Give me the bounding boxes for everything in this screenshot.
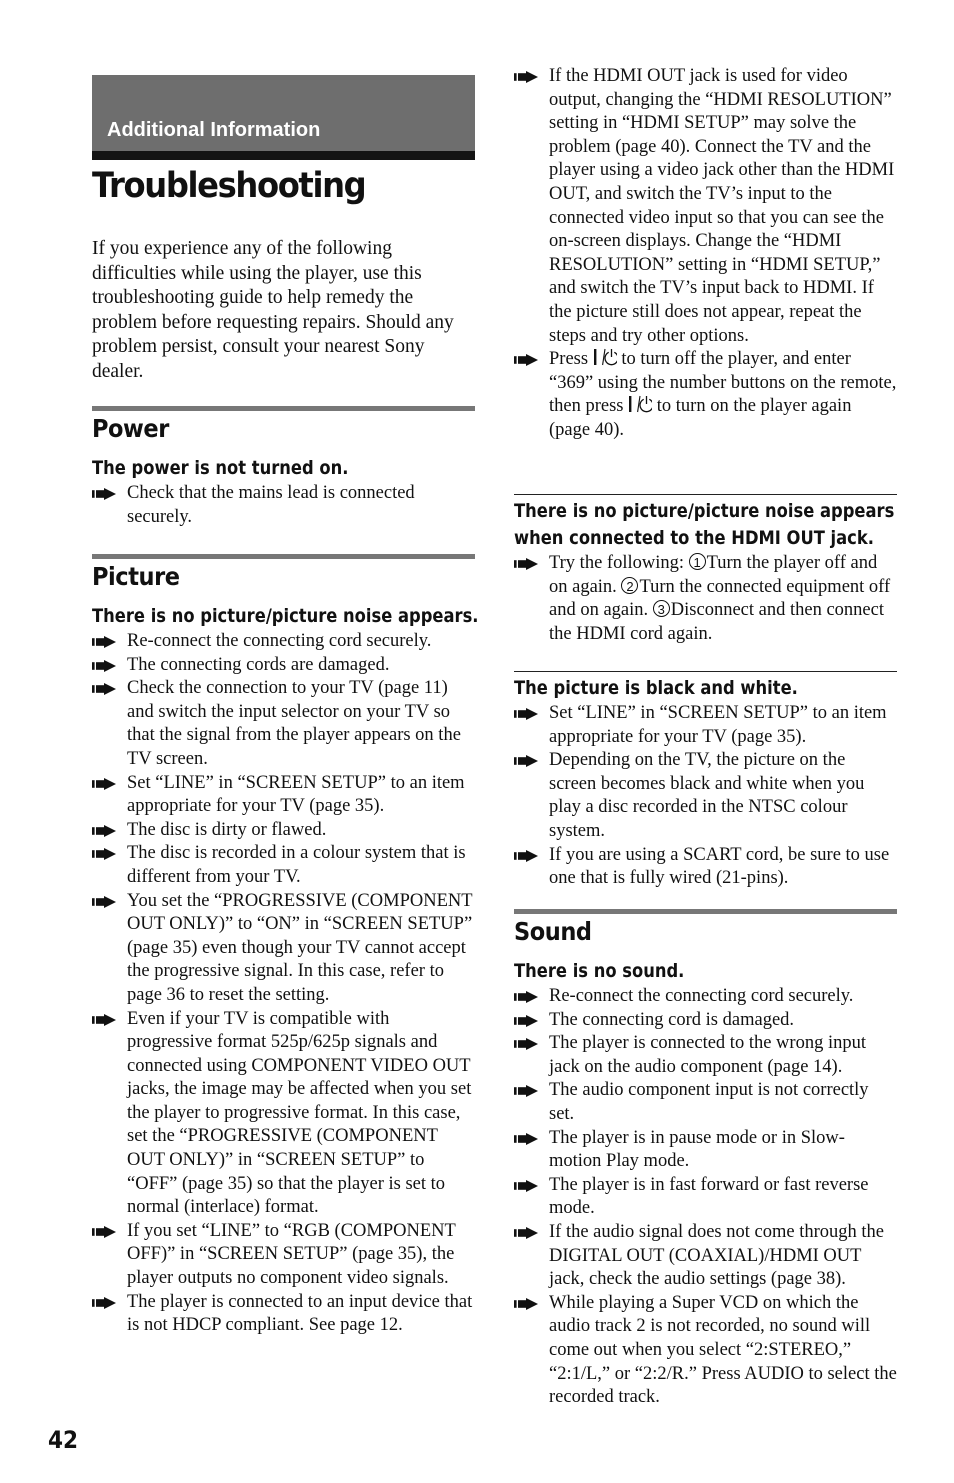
issue-list <box>92 630 475 1338</box>
list-item: Press to turn off the player, and enter “369” using the number buttons on the remote, then press to turn on the player again (page 40). <box>514 348 897 442</box>
section-title-sound: Sound <box>514 917 592 946</box>
arrow-icon <box>514 1085 538 1097</box>
arrow-icon <box>514 1227 538 1239</box>
arrow-icon <box>514 1015 538 1027</box>
list-item: If you set “LINE” to “RGB (COMPONENT OFF)” in “SCREEN SETUP” (page 35), the player outputs no component video signals. <box>92 1220 475 1291</box>
arrow-icon <box>92 778 116 790</box>
section-divider <box>514 909 897 914</box>
picture-continued <box>514 65 897 443</box>
arrow-icon <box>514 71 538 83</box>
arrow-icon <box>514 1038 538 1050</box>
arrow-icon <box>92 1226 116 1238</box>
bw-issue <box>514 671 897 891</box>
list-item: Set “LINE” in “SCREEN SETUP” to an item appropriate for your TV (page 35). <box>92 772 475 819</box>
list-item: The connecting cords are damaged. <box>92 654 475 678</box>
arrow-icon <box>92 1014 116 1026</box>
list-item: You set the “PROGRESSIVE (COMPONENT OUT ONLY)” to “ON” in “SCREEN SETUP” (page 35) even though your TV cannot accept the progressive signal. In this case, refer to page 36 to reset the setting. <box>92 890 475 1008</box>
section-title-picture: Picture <box>92 562 180 591</box>
arrow-icon <box>514 1180 538 1192</box>
arrow-icon <box>92 683 116 695</box>
list-item: Check the connection to your TV (page 11) and switch the input selector on your TV so that the signal from the player appears on the TV screen. <box>92 677 475 771</box>
issue-heading: The picture is black and white. <box>514 677 798 699</box>
issue-list <box>514 348 897 442</box>
step-number: 3 <box>653 600 670 617</box>
arrow-icon <box>514 991 538 1003</box>
arrow-icon <box>514 354 538 366</box>
step-number: 2 <box>621 577 638 594</box>
issue-list <box>92 482 475 529</box>
arrow-icon <box>514 1133 538 1145</box>
list-item: While playing a Super VCD on which the audio track 2 is not recorded, no sound will come out when you select “2:STEREO,” “2:1/L,” or “2:2/R.” Press AUDIO to select the recorded track. <box>514 1292 897 1410</box>
chapter-banner <box>92 75 475 160</box>
issue-divider <box>514 494 897 495</box>
arrow-icon <box>92 848 116 860</box>
arrow-icon <box>514 1298 538 1310</box>
list-item: The audio component input is not correctly set. <box>514 1079 897 1126</box>
issue-divider <box>514 671 897 672</box>
list-item: The player is in pause mode or in Slow-motion Play mode. <box>514 1127 897 1174</box>
list-item: Check that the mains lead is connected securely. <box>92 482 475 529</box>
issue-heading: There is no sound. <box>514 960 685 982</box>
arrow-icon <box>514 708 538 720</box>
list-item: The player is in fast forward or fast reverse mode. <box>514 1174 897 1221</box>
page-title: Troubleshooting <box>92 166 366 206</box>
sound-section <box>514 909 897 1410</box>
list-item: Even if your TV is compatible with progressive format 525p/625p signals and connected using COMPONENT VIDEO OUT jacks, the image may be affected when you set the player to progressive format. In this case, set the “PROGRESSIVE (COMPONENT OUT ONLY)” in “SCREEN SETUP” to “OFF” (page 35) so that the player is set to normal (interlace) format. <box>92 1008 475 1220</box>
issue-heading: There is no picture/picture noise appears when connected to the HDMI OUT jack. <box>514 500 895 549</box>
list-item: Set “LINE” in “SCREEN SETUP” to an item appropriate for your TV (page 35). <box>514 702 897 749</box>
list-item: Re-connect the connecting cord securely. <box>514 985 897 1009</box>
list-item: Try the following: 1 Turn the player off and on again. 2 Turn the connected equipment off and on again. 3 Disconnect and then connect the HDMI cord again. <box>514 552 897 646</box>
power-icon <box>593 348 617 366</box>
arrow-icon <box>92 896 116 908</box>
arrow-icon <box>92 1297 116 1309</box>
list-item: Depending on the TV, the picture on the screen becomes black and white when you play a disc recorded in the NTSC colour system. <box>514 749 897 843</box>
arrow-icon <box>92 636 116 648</box>
issue-heading: There is no picture/picture noise appears. <box>92 605 479 627</box>
list-item: The connecting cord is damaged. <box>514 1009 897 1033</box>
list-item: Re-connect the connecting cord securely. <box>92 630 475 654</box>
issue-list <box>514 552 897 646</box>
list-item: The player is connected to the wrong input jack on the audio component (page 14). <box>514 1032 897 1079</box>
list-item: If the HDMI OUT jack is used for video output, changing the “HDMI RESOLUTION” setting in “HDMI SETUP” may solve the problem (page 40). Connect the TV and the player using a video jack other than the HDMI OUT, and switch the TV’s input to the connected video input so that you can see the on-screen displays. Change the “HDMI RESOLUTION” setting in “HDMI SETUP,” and switch the TV’s input back to HDMI. If the picture still does not appear, repeat the steps and try other options. <box>514 65 897 348</box>
list-item: The disc is recorded in a colour system that is different from your TV. <box>92 842 475 889</box>
arrow-icon <box>514 755 538 767</box>
arrow-icon <box>92 660 116 672</box>
issue-list <box>514 702 897 891</box>
arrow-icon <box>92 488 116 500</box>
arrow-icon <box>92 825 116 837</box>
section-divider <box>92 554 475 559</box>
hdmi-issue <box>514 494 897 646</box>
intro-paragraph: If you experience any of the following difficulties while using the player, use this troubleshooting guide to help remedy the problem before requesting repairs. Should any problem persist, consult your nearest Sony dealer. <box>92 238 454 382</box>
page-number: 42 <box>48 1426 79 1454</box>
issue-heading: The power is not turned on. <box>92 457 349 479</box>
issue-list <box>514 65 897 348</box>
list-item: If you are using a SCART cord, be sure to use one that is fully wired (21-pins). <box>514 844 897 891</box>
arrow-icon <box>514 558 538 570</box>
picture-section <box>92 554 479 1338</box>
chapter-label: Additional Information <box>107 119 321 141</box>
step-number: 1 <box>689 553 706 570</box>
list-item: The player is connected to an input device that is not HDCP compliant. See page 12. <box>92 1291 475 1338</box>
list-item: The disc is dirty or flawed. <box>92 819 475 843</box>
section-title-power: Power <box>92 414 169 443</box>
section-divider <box>92 406 475 411</box>
power-section <box>92 406 475 529</box>
arrow-icon <box>514 850 538 862</box>
issue-list <box>514 985 897 1410</box>
list-item: If the audio signal does not come through the DIGITAL OUT (COAXIAL)/HDMI OUT jack, check the audio settings (page 38). <box>514 1221 897 1292</box>
power-icon <box>628 395 652 413</box>
